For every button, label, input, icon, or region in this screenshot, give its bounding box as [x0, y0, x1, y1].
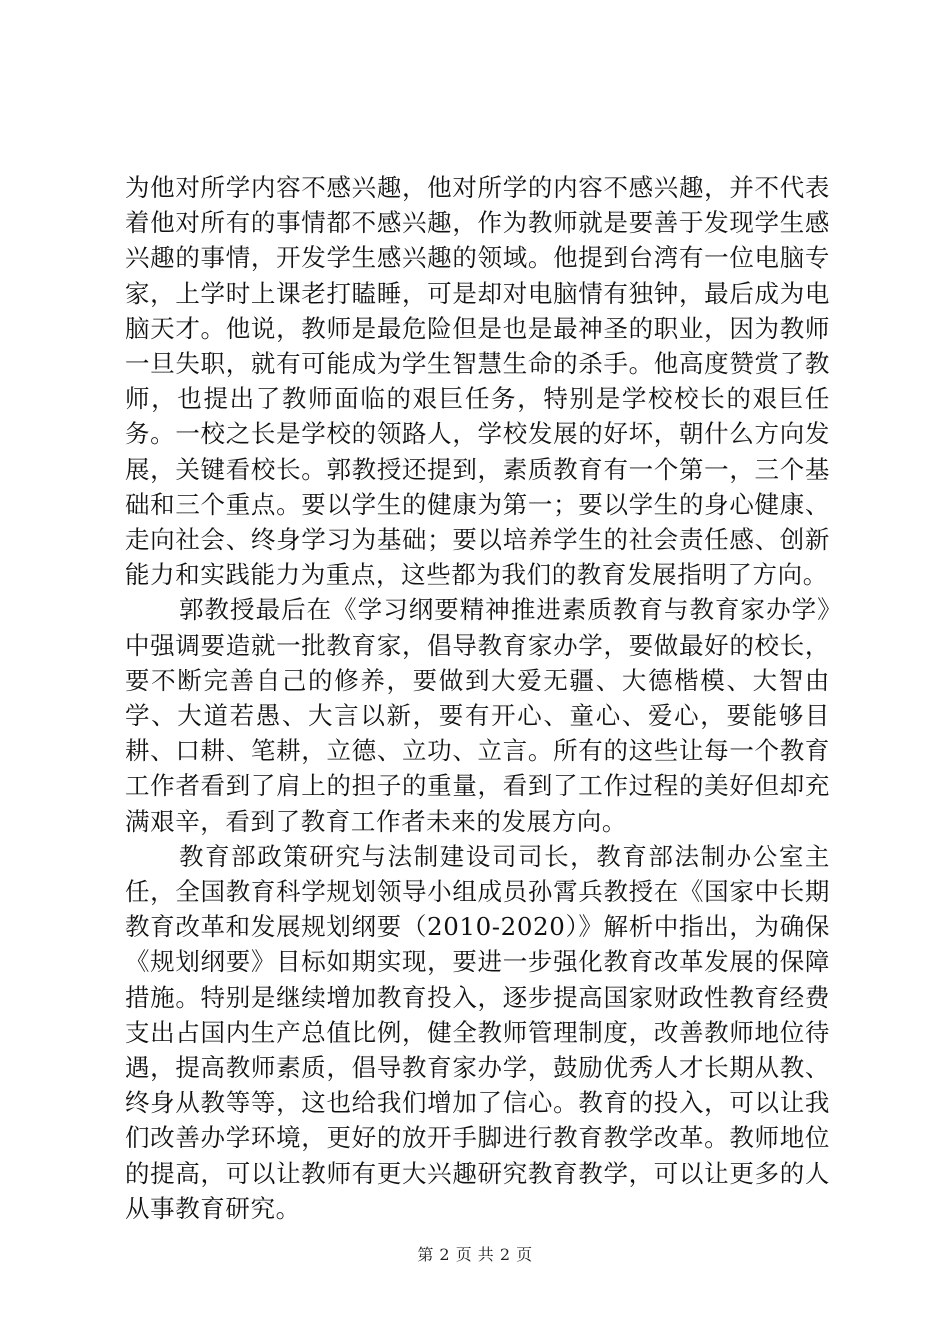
- document-body: [125, 170, 830, 1226]
- paragraph-guo-professor: 郭教授最后在《学习纲要精神推进素质教育与教育家办学》中强调要造就一批教育家，倡导教育家办学，要做最好的校长，要不断完善自己的修养，要做到大爱无疆、大德楷模、大智由学、大道若愚、大言以新，要有开心、童心、爱心，要能够目耕、口耕、笔耕，立德、立功、立言。所有的这些让每一个教育工作者看到了肩上的担子的重量，看到了工作过程的美好但却充满艰辛，看到了教育工作者未来的发展方向。: [125, 595, 830, 836]
- paragraph-sun-professor: 教育部政策研究与法制建设司司长，教育部法制办公室主任，全国教育科学规划领导小组成员孙霄兵教授在《国家中长期教育改革和发展规划纲要（2010-2020）》解析中指出，为确保《规划纲要》目标如期实现，要进一步强化教育改革发展的保障措施。特别是继续增加教育投入，逐步提高国家财政性教育经费支出占国内生产总值比例，健全教师管理制度，改善教师地位待遇，提高教师素质，倡导教育家办学，鼓励优秀人才长期从教、终身从教等等，这也给我们增加了信心。教育的投入，可以让我们改善办学环境，更好的放开手脚进行教育教学改革。教师地位的提高，可以让教师有更大兴趣研究教育教学，可以让更多的人从事教育研究。: [125, 841, 830, 1223]
- paragraph-continuation: 为他对所学内容不感兴趣，他对所学的内容不感兴趣，并不代表着他对所有的事情都不感兴趣，作为教师就是要善于发现学生感兴趣的事情，开发学生感兴趣的领域。他提到台湾有一位电脑专家，上学时上课老打瞌睡，可是却对电脑情有独钟，最后成为电脑天才。他说，教师是最危险但是也是最神圣的职业，因为教师一旦失职，就有可能成为学生智慧生命的杀手。他高度赞赏了教师，也提出了教师面临的艰巨任务，特别是学校校长的艰巨任务。一校之长是学校的领路人，学校发展的好坏，朝什么方向发展，关键看校长。郭教授还提到，素质教育有一个第一，三个基础和三个重点。要以学生的健康为第一；要以学生的身心健康、走向社会、终身学习为基础；要以培养学生的社会责任感、创新能力和实践能力为重点，这些都为我们的教育发展指明了方向。: [125, 173, 830, 590]
- page-number-footer: 第 2 页 共 2 页: [417, 1245, 533, 1264]
